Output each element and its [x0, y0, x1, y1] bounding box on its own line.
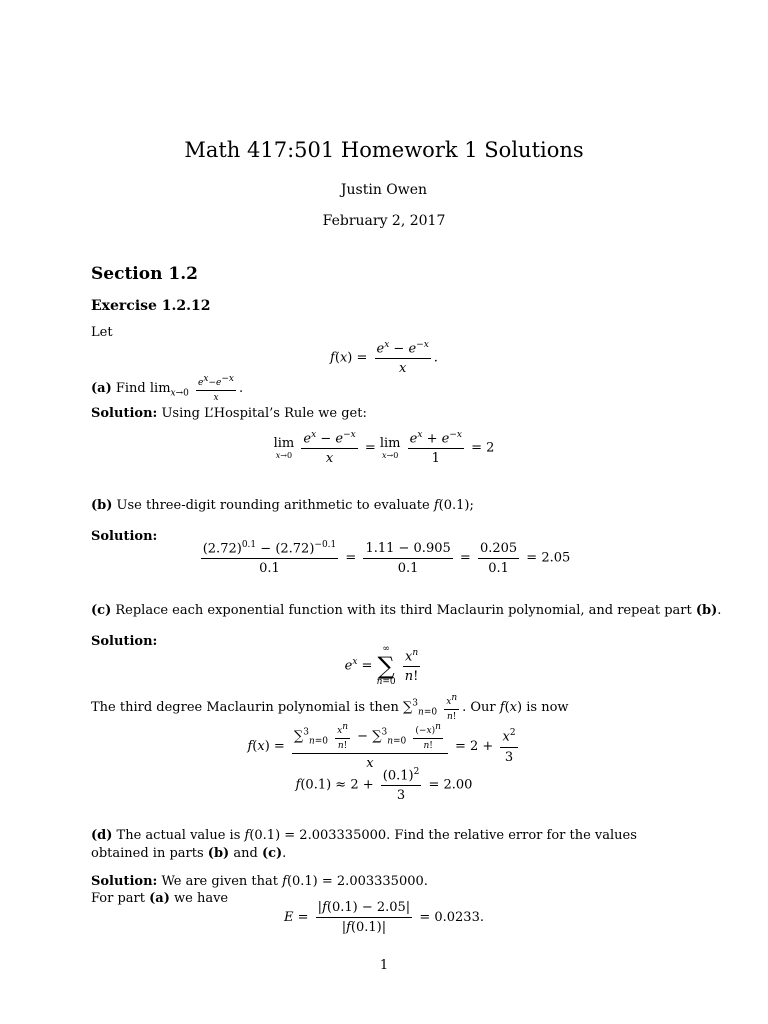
equation-maclaurin-series: $e^x$ = ∞ ∑ n=0 $\frac{x^n}{n!}$ — [344, 644, 419, 687]
part-b: (b) Use three-digit rounding arithmetic to evaluate f(0.1); — [91, 498, 474, 513]
equation-fx: f(x) = $\frac{e^x - e^{-x}}{x}$ . — [330, 340, 438, 377]
part-c: (c) Replace each exponential function with its third Maclaurin polynomial, and repeat part (b). — [91, 603, 722, 618]
equation-lhopital: lim x→0 $\frac{e^x - e^{-x}}{x}$ = lim x→0 $\frac{e^x + e^{-x}}{1}$ = 2 — [273, 430, 495, 467]
part-d: (d) The actual value is f(0.1) = 2.003335000. Find the relative error for the values obtained in parts (b) and (c). — [91, 828, 637, 861]
part-a: (a) Find $\lim_{x\to 0}$ $\frac{e^x-e^{-x}}{x}$ . — [91, 374, 244, 403]
part-c-line: The third degree Maclaurin polynomial is then ∑$^3_{n=0}$ $\frac{x^n}{n!}$ . Our f(x) is now — [91, 693, 569, 722]
part-a-solution: Solution: Using L’Hospital’s Rule we get: — [91, 406, 367, 421]
equation-b: $\frac{(2.72)^{0.1} - (2.72)^{-0.1}}{0.1}$ = $\frac{1.11 - 0.905}{0.1}$ = $\frac{0.205}{0.1}$ = 2.05 — [202, 540, 571, 577]
author: Justin Owen — [340, 182, 428, 198]
page-title: Math 417:501 Homework 1 Solutions — [184, 138, 584, 162]
equation-relative-error: E = $\frac{|f(0.1) - 2.05|}{|f(0.1)|}$ = 0.0233. — [284, 900, 484, 935]
page-number: 1 — [379, 958, 389, 973]
part-c-solution-label: Solution: — [91, 634, 158, 649]
part-d-for-part-a: For part (a) we have — [91, 891, 229, 906]
equation-c-value: f(0.1) ≈ 2 + $\frac{(0.1)^2}{3}$ = 2.00 — [295, 767, 473, 804]
exercise-heading: Exercise 1.2.12 — [91, 298, 211, 314]
equation-c-fx: f(x) = ∑$^3_{n=0}$ $\frac{x^n}{n!}$ − ∑$^3_{n=0}$ $\frac{(-x)^n}{n!}$ x = 2 + $\frac{x^2}{3}$ — [247, 722, 516, 771]
section-heading: Section 1.2 — [91, 264, 198, 284]
part-d-solution: Solution: We are given that f(0.1) = 2.003335000. — [91, 874, 428, 889]
part-b-solution-label: Solution: — [91, 529, 158, 544]
intro-text: Let — [91, 325, 113, 340]
date: February 2, 2017 — [322, 213, 446, 229]
